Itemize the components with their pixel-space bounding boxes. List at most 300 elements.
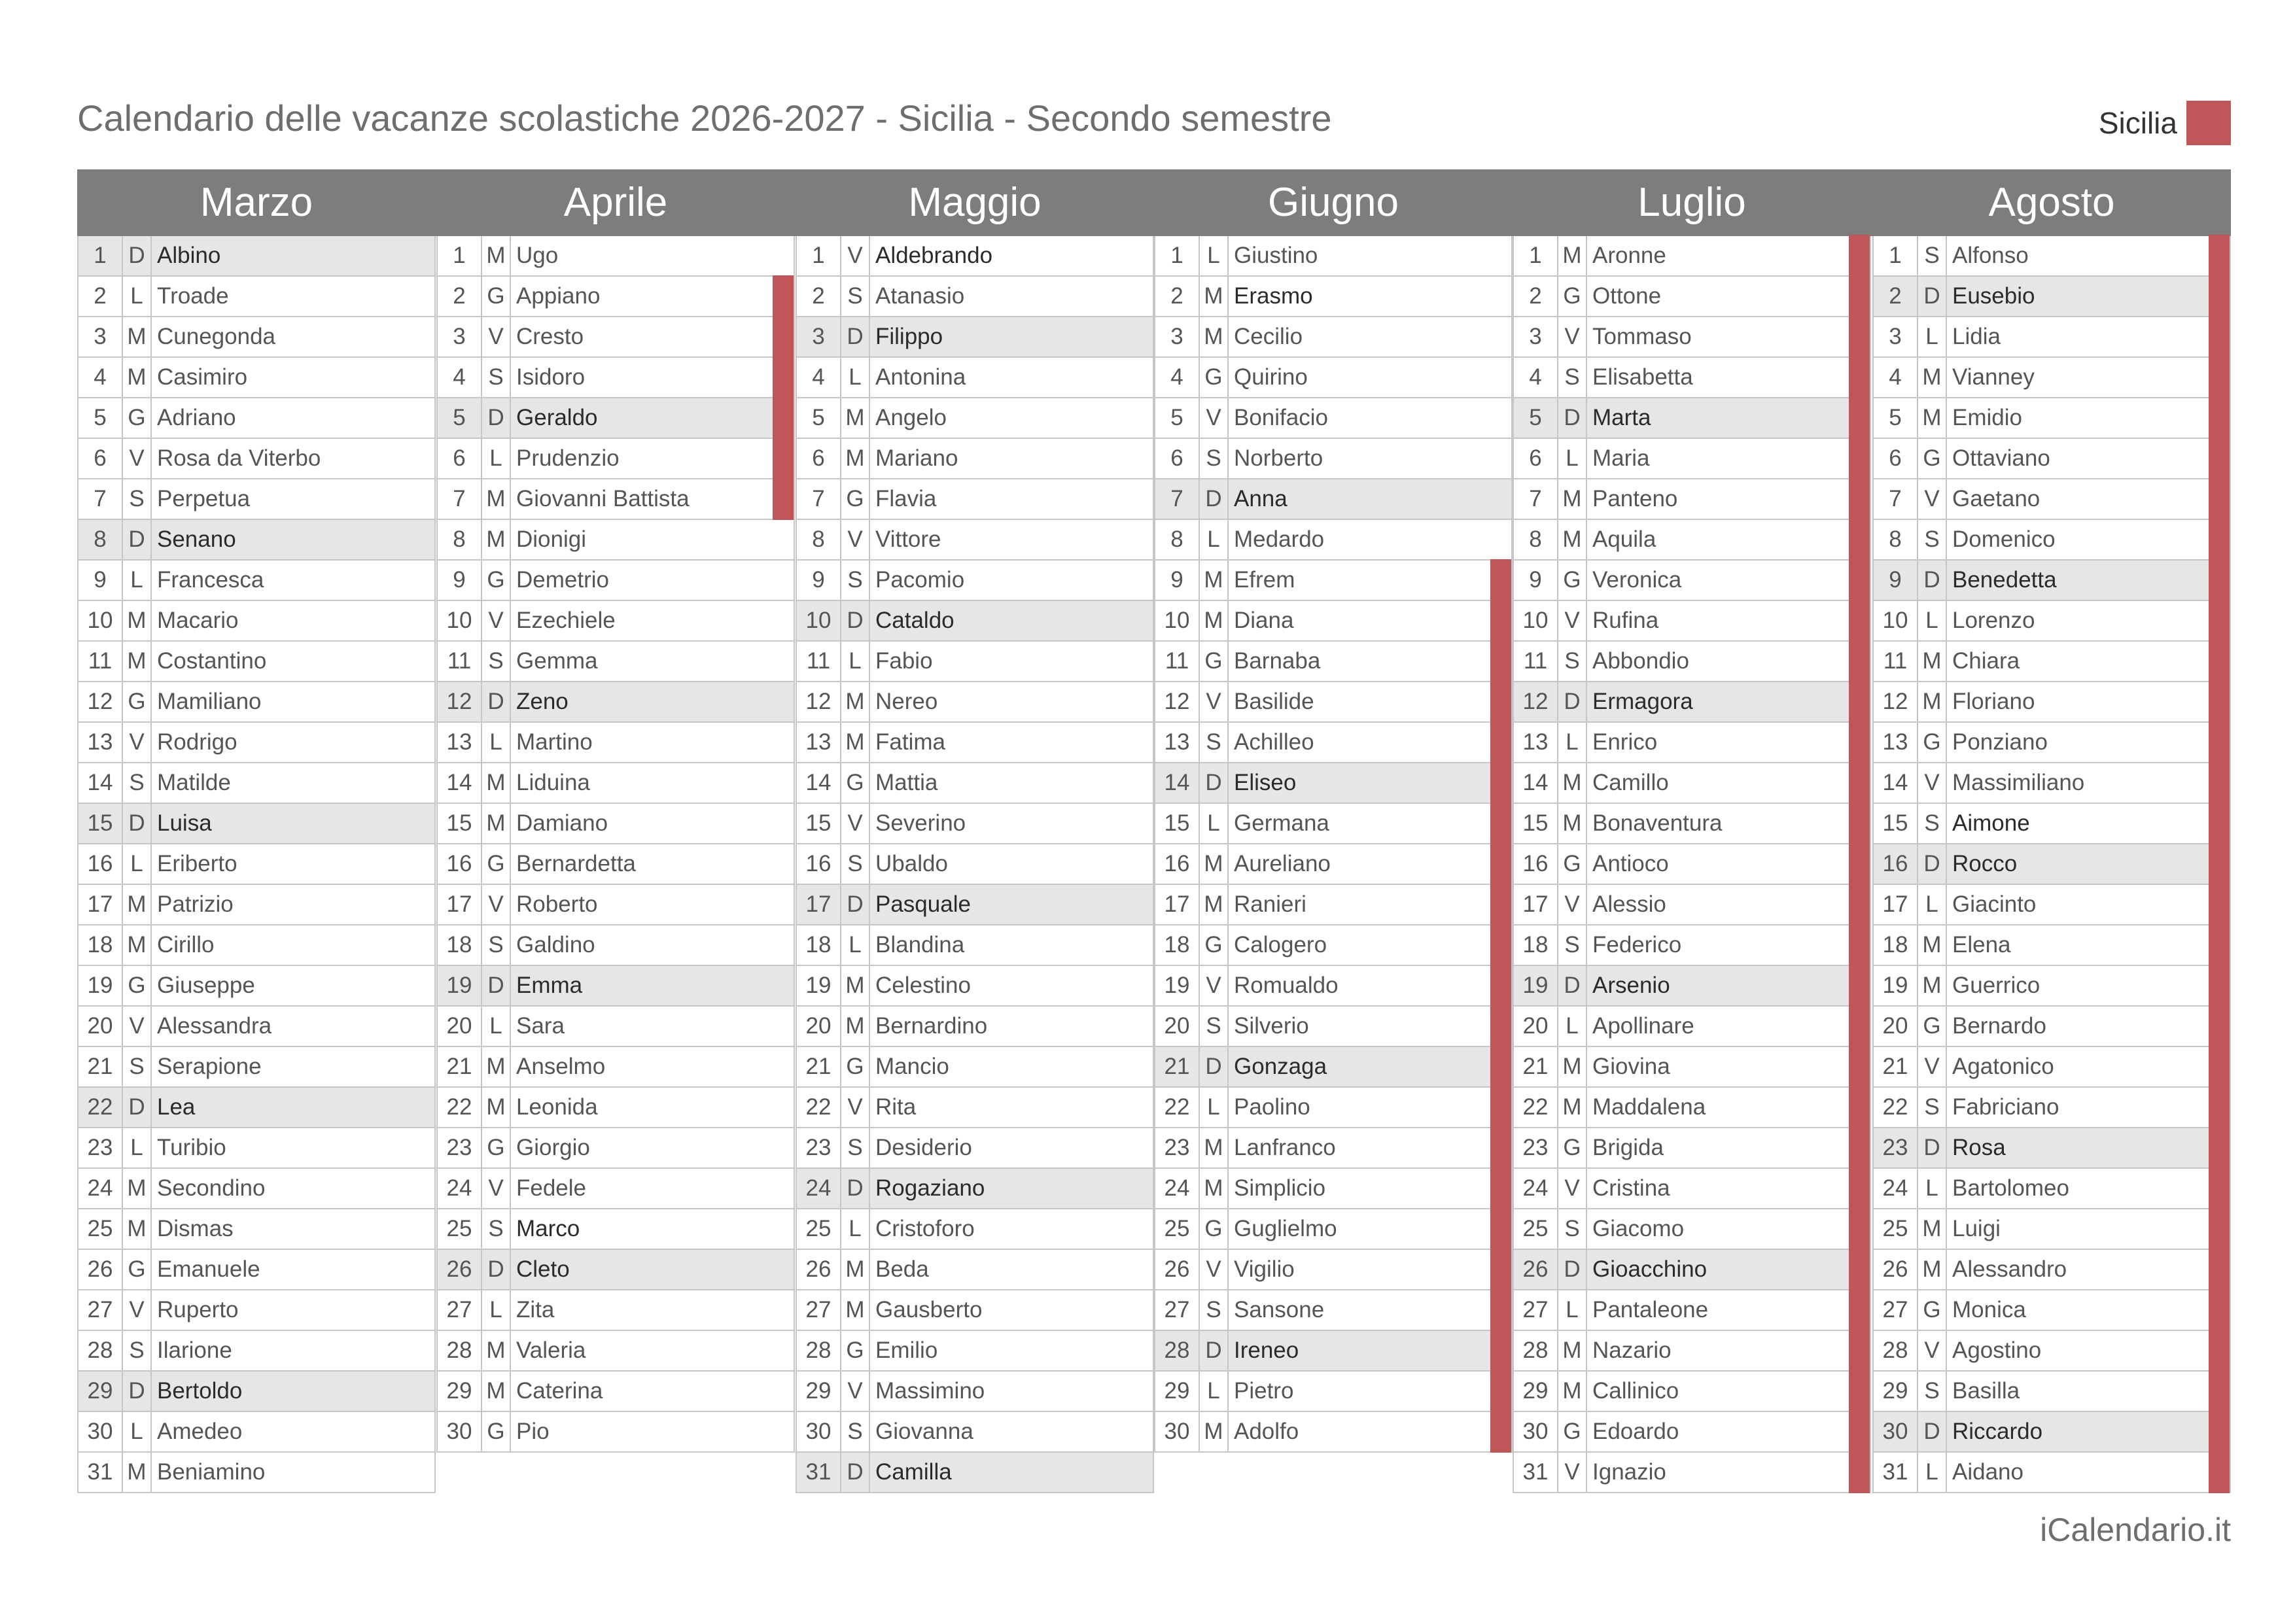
saint-name: Zeno (516, 689, 569, 714)
day-number: 8 (1529, 527, 1542, 552)
day-number: 20 (446, 1013, 472, 1039)
saint-name: Secondino (157, 1175, 266, 1201)
saint-name: Aquila (1592, 527, 1656, 552)
month-column-marzo (77, 236, 436, 1493)
weekday-letter: D (481, 398, 511, 438)
weekday-letter: M (1557, 763, 1587, 803)
day-number: 10 (1164, 608, 1190, 633)
holiday-marker (2209, 600, 2230, 642)
weekday-letter: S (122, 1331, 152, 1370)
day-row (1513, 277, 1871, 317)
holiday-marker (1849, 397, 1870, 439)
day-row (77, 966, 436, 1007)
day-row (436, 1331, 795, 1372)
weekday-letter: M (481, 1088, 511, 1127)
weekday-letter: S (840, 277, 870, 316)
day-number: 28 (1164, 1338, 1190, 1363)
holiday-marker (1849, 356, 1870, 398)
weekday-letter: D (840, 601, 870, 640)
weekday-letter: G (1557, 1412, 1587, 1451)
saint-name: Lidia (1952, 324, 2001, 349)
saint-name: Severino (875, 810, 966, 836)
day-number: 13 (446, 729, 472, 755)
weekday-letter: D (1917, 561, 1947, 600)
saint-name: Enrico (1592, 729, 1658, 755)
holiday-marker (1490, 1005, 1511, 1047)
day-number: 20 (1882, 1013, 1908, 1039)
saint-name: Demetrio (516, 567, 609, 593)
day-row (436, 439, 795, 479)
day-number: 13 (805, 729, 832, 755)
weekday-letter: V (1557, 317, 1587, 356)
weekday-letter: D (1199, 1047, 1229, 1086)
saint-name: Maria (1592, 445, 1650, 471)
saint-name: Brigida (1592, 1135, 1664, 1160)
day-row (1154, 1209, 1513, 1250)
saint-name: Rita (875, 1094, 917, 1120)
day-number: 17 (446, 891, 472, 917)
holiday-marker (1849, 1289, 1870, 1331)
saint-name: Giorgio (516, 1135, 590, 1160)
day-row (77, 1128, 436, 1169)
weekday-letter: G (1557, 277, 1587, 316)
day-number: 2 (453, 283, 466, 309)
saint-name: Blandina (875, 932, 965, 958)
weekday-letter: D (481, 682, 511, 721)
holiday-marker (2209, 1086, 2230, 1128)
saint-name: Aureliano (1234, 851, 1331, 876)
day-row (796, 236, 1154, 277)
day-number: 19 (87, 973, 113, 998)
weekday-letter: M (122, 1169, 152, 1208)
holiday-marker (773, 316, 794, 358)
weekday-letter: S (1557, 358, 1587, 397)
day-number: 27 (1164, 1297, 1190, 1322)
weekday-letter: M (840, 723, 870, 762)
day-number: 11 (1523, 648, 1548, 674)
weekday-letter: S (1199, 1007, 1229, 1046)
day-number: 30 (87, 1419, 113, 1444)
day-row (796, 1250, 1154, 1290)
day-row (1154, 885, 1513, 925)
weekday-letter: L (840, 642, 870, 681)
day-number: 12 (1522, 689, 1549, 714)
holiday-marker (1849, 803, 1870, 844)
day-row (796, 277, 1154, 317)
day-row (77, 479, 436, 520)
saint-name: Quirino (1234, 364, 1308, 390)
weekday-letter: V (1557, 1169, 1587, 1208)
day-row (796, 1290, 1154, 1331)
day-row (77, 561, 436, 601)
day-number: 23 (1522, 1135, 1549, 1160)
weekday-letter: S (1199, 723, 1229, 762)
saint-name: Romualdo (1234, 973, 1339, 998)
day-number: 30 (1522, 1419, 1549, 1444)
month-title-giugno: Giugno (1268, 180, 1399, 225)
day-row (436, 1372, 795, 1412)
saint-name: Atanasio (875, 283, 965, 309)
holiday-marker (773, 438, 794, 479)
day-row (1513, 763, 1871, 804)
day-number: 28 (1882, 1338, 1908, 1363)
day-row (1154, 966, 1513, 1007)
day-row (1154, 236, 1513, 277)
day-number: 12 (1882, 689, 1908, 714)
day-row (796, 398, 1154, 439)
day-row (1154, 763, 1513, 804)
holiday-marker (1490, 1370, 1511, 1412)
day-number: 4 (812, 364, 825, 390)
day-number: 26 (1164, 1256, 1190, 1282)
day-row (77, 1169, 436, 1209)
day-number: 23 (446, 1135, 472, 1160)
day-row (1872, 1331, 2231, 1372)
weekday-letter: M (122, 1453, 152, 1492)
weekday-letter: M (122, 601, 152, 640)
saint-name: Agostino (1952, 1338, 2042, 1363)
day-row (1872, 1453, 2231, 1493)
holiday-marker (1849, 884, 1870, 925)
saint-name: Valeria (516, 1338, 586, 1363)
day-row (1154, 317, 1513, 358)
day-number: 22 (87, 1094, 113, 1120)
weekday-letter: V (1557, 1453, 1587, 1492)
weekday-letter: D (840, 885, 870, 924)
weekday-letter: G (840, 1047, 870, 1086)
holiday-marker (2209, 478, 2230, 520)
day-number: 17 (1522, 891, 1549, 917)
holiday-marker (1490, 640, 1511, 682)
saint-name: Luisa (157, 810, 212, 836)
saint-name: Apollinare (1592, 1013, 1694, 1039)
weekday-letter: M (122, 642, 152, 681)
day-number: 9 (453, 567, 466, 593)
day-number: 5 (812, 405, 825, 430)
holiday-marker (1849, 1330, 1870, 1372)
day-number: 24 (446, 1175, 472, 1201)
saint-name: Prudenzio (516, 445, 620, 471)
day-row (1154, 1290, 1513, 1331)
weekday-letter: G (1917, 439, 1947, 478)
day-row (77, 1209, 436, 1250)
holiday-marker (2209, 640, 2230, 682)
saint-name: Adriano (157, 405, 236, 430)
saint-name: Mattia (875, 770, 938, 795)
saint-name: Silverio (1234, 1013, 1309, 1039)
day-number: 24 (1882, 1175, 1908, 1201)
day-row (1513, 642, 1871, 682)
saint-name: Emilio (875, 1338, 938, 1363)
day-row (436, 1250, 795, 1290)
day-row (796, 1088, 1154, 1128)
saint-name: Aronne (1592, 243, 1666, 268)
weekday-letter: M (1557, 520, 1587, 559)
weekday-letter: M (481, 763, 511, 803)
day-number: 19 (1164, 973, 1190, 998)
weekday-letter: G (122, 1250, 152, 1289)
saint-name: Veronica (1592, 567, 1682, 593)
day-row (1872, 682, 2231, 723)
saint-name: Albino (157, 243, 221, 268)
weekday-letter: L (1199, 236, 1229, 275)
day-row (1154, 1088, 1513, 1128)
day-row (1513, 358, 1871, 398)
day-number: 15 (446, 810, 472, 836)
day-number: 15 (1164, 810, 1190, 836)
day-row (1513, 317, 1871, 358)
day-number: 19 (1882, 973, 1908, 998)
weekday-letter: V (1917, 763, 1947, 803)
saint-name: Rodrigo (157, 729, 237, 755)
holiday-marker (1490, 762, 1511, 804)
saint-name: Appiano (516, 283, 601, 309)
day-row (1872, 723, 2231, 763)
day-number: 9 (94, 567, 107, 593)
saint-name: Giovanni Battista (516, 486, 690, 511)
saint-name: Ignazio (1592, 1459, 1666, 1485)
day-number: 16 (1522, 851, 1549, 876)
day-row (77, 642, 436, 682)
day-number: 12 (446, 689, 472, 714)
day-number: 25 (87, 1216, 113, 1241)
saint-name: Patrizio (157, 891, 234, 917)
weekday-letter: M (1917, 966, 1947, 1005)
day-number: 28 (1522, 1338, 1549, 1363)
saint-name: Rogaziano (875, 1175, 985, 1201)
holiday-marker (773, 275, 794, 317)
saint-name: Aimone (1952, 810, 2030, 836)
day-number: 24 (805, 1175, 832, 1201)
weekday-letter: M (840, 398, 870, 438)
saint-name: Arsenio (1592, 973, 1670, 998)
day-row (436, 682, 795, 723)
day-row (796, 1372, 1154, 1412)
saint-name: Rufina (1592, 608, 1659, 633)
saint-name: Damiano (516, 810, 608, 836)
day-number: 14 (805, 770, 832, 795)
day-number: 21 (1164, 1054, 1190, 1079)
legend-swatch (2186, 101, 2231, 145)
saint-name: Vigilio (1234, 1256, 1295, 1282)
saint-name: Gausberto (875, 1297, 983, 1322)
day-number: 11 (88, 648, 113, 674)
saint-name: Vittore (875, 527, 941, 552)
day-number: 30 (1164, 1419, 1190, 1444)
day-number: 30 (1882, 1419, 1908, 1444)
saint-name: Marta (1592, 405, 1651, 430)
day-number: 4 (1170, 364, 1183, 390)
saint-name: Alessio (1592, 891, 1666, 917)
day-row (1154, 642, 1513, 682)
weekday-letter: L (840, 925, 870, 965)
weekday-letter: L (1199, 1372, 1229, 1411)
day-row (1154, 1250, 1513, 1290)
day-row (77, 1453, 436, 1493)
saint-name: Amedeo (157, 1419, 243, 1444)
holiday-marker (2209, 1208, 2230, 1250)
day-row (796, 358, 1154, 398)
day-number: 27 (1522, 1297, 1549, 1322)
day-number: 28 (87, 1338, 113, 1363)
day-number: 25 (805, 1216, 832, 1241)
day-number: 4 (94, 364, 107, 390)
day-row (1513, 1331, 1871, 1372)
saint-name: Matilde (157, 770, 231, 795)
saint-name: Callinico (1592, 1378, 1679, 1404)
weekday-letter: M (481, 804, 511, 843)
day-row (796, 1047, 1154, 1088)
day-row (1513, 1290, 1871, 1331)
holiday-marker (1490, 924, 1511, 966)
saint-name: Erasmo (1234, 283, 1313, 309)
day-number: 27 (446, 1297, 472, 1322)
weekday-letter: V (1917, 1047, 1947, 1086)
saint-name: Basilla (1952, 1378, 2020, 1404)
day-number: 7 (1170, 486, 1183, 511)
saint-name: Perpetua (157, 486, 251, 511)
day-row (1154, 1372, 1513, 1412)
weekday-letter: S (122, 479, 152, 519)
weekday-letter: S (122, 763, 152, 803)
weekday-letter: D (1557, 966, 1587, 1005)
weekday-letter: M (1917, 925, 1947, 965)
saint-name: Medardo (1234, 527, 1325, 552)
weekday-letter: S (840, 844, 870, 884)
day-number: 31 (87, 1459, 113, 1485)
weekday-letter: G (122, 398, 152, 438)
day-number: 24 (1164, 1175, 1190, 1201)
weekday-letter: S (481, 925, 511, 965)
saint-name: Geraldo (516, 405, 598, 430)
holiday-marker (1849, 762, 1870, 804)
saint-name: Vianney (1952, 364, 2035, 390)
day-number: 8 (94, 527, 107, 552)
weekday-letter: M (1917, 358, 1947, 397)
day-number: 5 (1170, 405, 1183, 430)
holiday-marker (1490, 1289, 1511, 1331)
saint-name: Rocco (1952, 851, 2018, 876)
weekday-letter: V (122, 1007, 152, 1046)
day-row (796, 1453, 1154, 1493)
weekday-letter: G (122, 682, 152, 721)
day-number: 4 (1889, 364, 1902, 390)
weekday-letter: V (481, 601, 511, 640)
day-row (1154, 1128, 1513, 1169)
saint-name: Luigi (1952, 1216, 2001, 1241)
day-number: 24 (87, 1175, 113, 1201)
saint-name: Camilla (875, 1459, 952, 1485)
day-row (1872, 885, 2231, 925)
day-number: 17 (87, 891, 113, 917)
day-row (796, 966, 1154, 1007)
day-number: 20 (805, 1013, 832, 1039)
day-number: 25 (1522, 1216, 1549, 1241)
saint-name: Turibio (157, 1135, 226, 1160)
month-column-giugno (1154, 236, 1513, 1453)
weekday-letter: V (840, 520, 870, 559)
saint-name: Federico (1592, 932, 1682, 958)
holiday-marker (2209, 762, 2230, 804)
day-number: 6 (812, 445, 825, 471)
saint-name: Abbondio (1592, 648, 1689, 674)
day-number: 15 (1522, 810, 1549, 836)
day-number: 6 (453, 445, 466, 471)
saint-name: Lorenzo (1952, 608, 2035, 633)
holiday-marker (1490, 1046, 1511, 1088)
day-row (77, 682, 436, 723)
day-number: 25 (446, 1216, 472, 1241)
weekday-letter: V (1199, 398, 1229, 438)
day-number: 1 (1170, 243, 1183, 268)
weekday-letter: M (1917, 398, 1947, 438)
holiday-marker (1849, 1411, 1870, 1453)
day-row (1513, 1453, 1871, 1493)
weekday-letter: M (840, 439, 870, 478)
saint-name: Fatima (875, 729, 945, 755)
saint-name: Elena (1952, 932, 2011, 958)
day-row (436, 317, 795, 358)
weekday-letter: D (840, 317, 870, 356)
day-row (436, 763, 795, 804)
day-number: 14 (1882, 770, 1908, 795)
holiday-marker (2209, 803, 2230, 844)
day-row (1513, 439, 1871, 479)
saint-name: Emidio (1952, 405, 2022, 430)
day-row (1513, 682, 1871, 723)
day-number: 20 (1164, 1013, 1190, 1039)
weekday-letter: S (481, 642, 511, 681)
weekday-letter: V (1557, 885, 1587, 924)
holiday-marker (1490, 600, 1511, 642)
weekday-letter: D (122, 236, 152, 275)
day-number: 17 (1164, 891, 1190, 917)
saint-name: Bernardetta (516, 851, 636, 876)
day-row (1513, 1047, 1871, 1088)
weekday-letter: S (840, 561, 870, 600)
saint-name: Eriberto (157, 851, 237, 876)
day-row (77, 925, 436, 966)
day-number: 29 (805, 1378, 832, 1404)
saint-name: Pio (516, 1419, 550, 1444)
saint-name: Tommaso (1592, 324, 1692, 349)
day-row (1154, 1331, 1513, 1372)
day-row (436, 601, 795, 642)
weekday-letter: V (122, 723, 152, 762)
saint-name: Basilide (1234, 689, 1314, 714)
month-title-marzo: Marzo (200, 180, 313, 225)
holiday-marker (773, 478, 794, 520)
weekday-letter: M (1199, 1128, 1229, 1167)
weekday-letter: D (840, 1453, 870, 1492)
day-row (77, 844, 436, 885)
day-row (1513, 966, 1871, 1007)
day-row (1513, 520, 1871, 561)
day-number: 5 (453, 405, 466, 430)
day-row (1513, 1128, 1871, 1169)
day-number: 4 (453, 364, 466, 390)
day-row (796, 479, 1154, 520)
weekday-letter: V (1199, 966, 1229, 1005)
day-number: 10 (1522, 608, 1549, 633)
weekday-letter: L (1557, 1007, 1587, 1046)
weekday-letter: S (1917, 236, 1947, 275)
weekday-letter: G (481, 561, 511, 600)
holiday-marker (1849, 275, 1870, 317)
day-row (77, 236, 436, 277)
day-number: 22 (1522, 1094, 1549, 1120)
saint-name: Bertoldo (157, 1378, 243, 1404)
